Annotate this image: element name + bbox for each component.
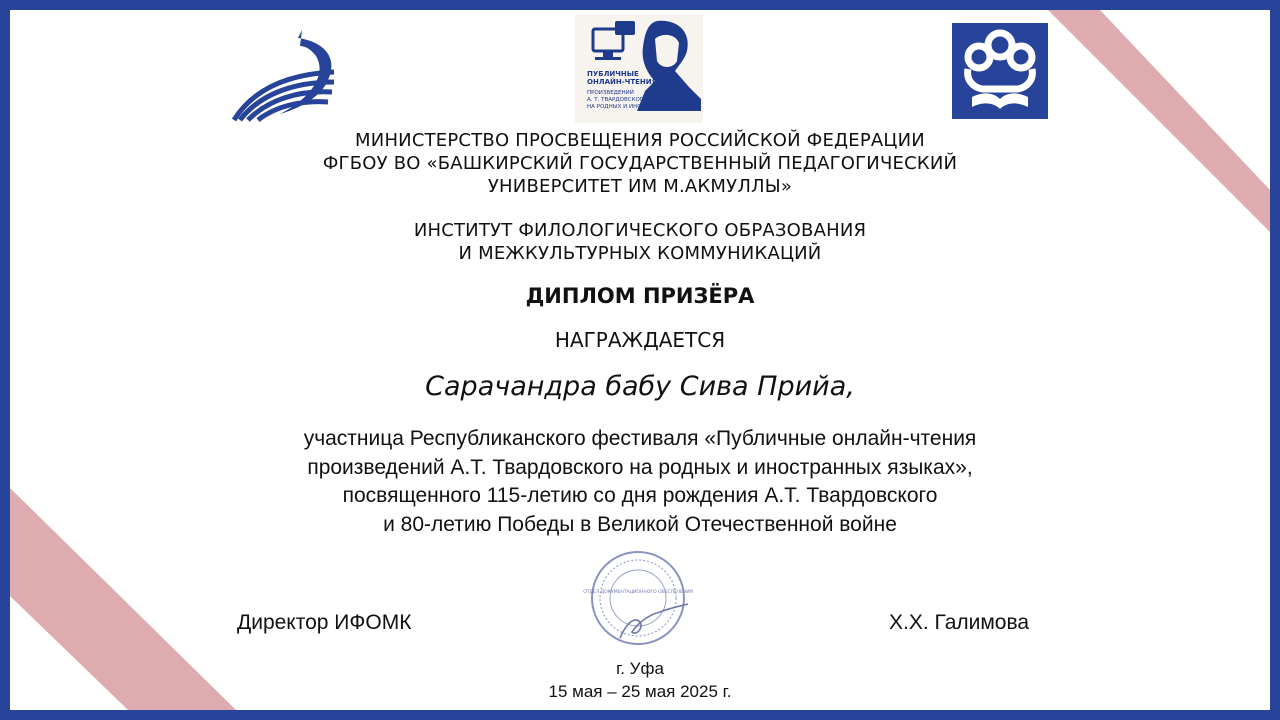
header-line-1: МИНИСТЕРСТВО ПРОСВЕЩЕНИЯ РОССИЙСКОЙ ФЕДЕРАЦИИ	[355, 130, 925, 151]
festival-logo-line4: А. Т. ТВАРДОВСКОГО	[587, 97, 648, 103]
header-line-2: ФГБОУ ВО «БАШКИРСКИЙ ГОСУДАРСТВЕННЫЙ ПЕДАГОГИЧЕСКИЙ	[322, 153, 958, 174]
university-wave-logo	[230, 28, 340, 124]
footer-dates: 15 мая – 25 мая 2025 г.	[548, 682, 732, 701]
signatory-name: Х.Х. Галимова	[889, 611, 1030, 634]
header-line-4: ИНСТИТУТ ФИЛОЛОГИЧЕСКОГО ОБРАЗОВАНИЯ	[413, 220, 867, 241]
description-line-1: участница Республиканского фестиваля «Публичные онлайн-чтения	[303, 427, 977, 450]
recipient-name: Сарачандра бабу Сива Прийа,	[425, 371, 855, 402]
festival-logo-line2: ОНЛАЙН-ЧТЕНИЯ	[587, 78, 657, 86]
festival-logo-line3: ПРОИЗВЕДЕНИЙ	[587, 90, 634, 96]
awarded-label: НАГРАЖДАЕТСЯ	[554, 328, 726, 352]
header-line-3: УНИВЕРСИТЕТ ИМ М.АКМУЛЛЫ»	[487, 176, 793, 197]
festival-logo-line5: НА РОДНЫХ И ИНОСТРАННЫХ ЯЗЫКАХ	[587, 104, 699, 110]
description-line-2: произведений А.Т. Твардовского на родных и иностранных языках»,	[307, 456, 973, 479]
signatory-position: Директор ИФОМК	[237, 611, 412, 634]
stamp-text: ОТДЕЛ ДОКУМЕНТАЦИОННОГО ОБЕСПЕЧЕНИЯ	[583, 590, 693, 595]
description-line-4: и 80-летию Победы в Великой Отечественной войне	[383, 513, 897, 536]
festival-logo	[575, 15, 703, 123]
header-line-5: И МЕЖКУЛЬТУРНЫХ КОММУНИКАЦИЙ	[458, 243, 822, 264]
institute-book-logo	[952, 23, 1048, 119]
footer-city: г. Уфа	[616, 659, 664, 678]
festival-logo-line1: ПУБЛИЧНЫЕ	[587, 70, 639, 78]
diploma-title: ДИПЛОМ ПРИЗЁРА	[525, 284, 755, 308]
institute-logo	[952, 23, 1048, 119]
round-seal-stamp	[580, 550, 698, 650]
description-line-3: посвященного 115-летию со дня рождения А.Т. Твардовского	[342, 484, 938, 507]
